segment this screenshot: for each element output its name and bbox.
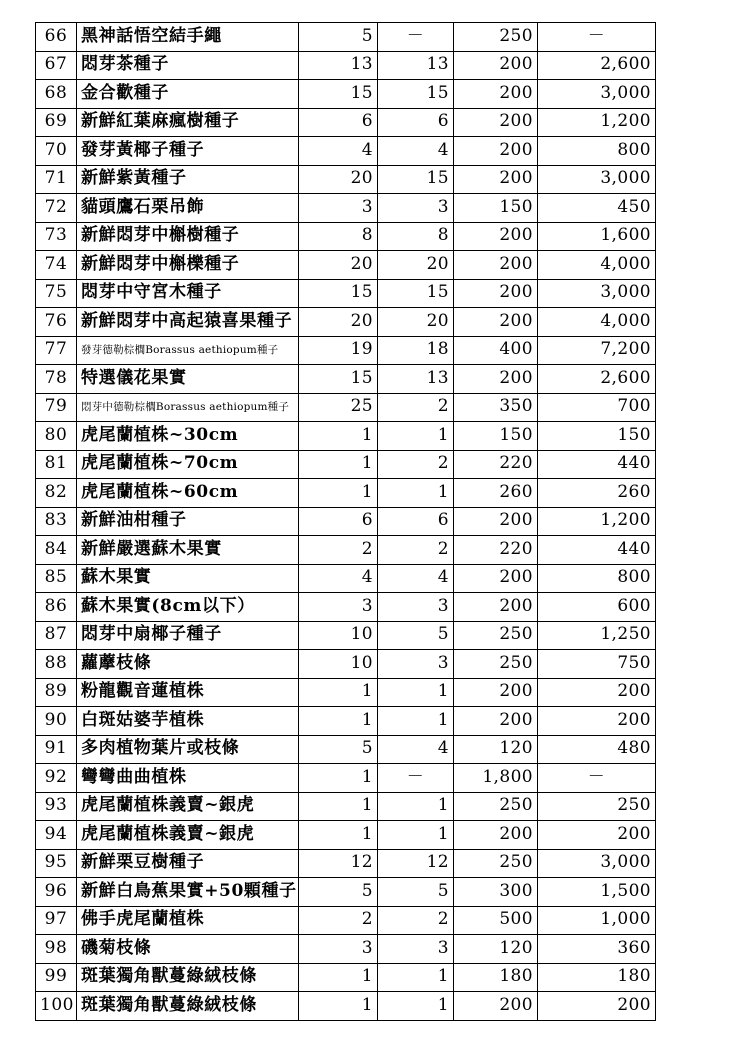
inventory-table bbox=[35, 22, 656, 1021]
cell-item-name: 新鮮悶芽中高起猿喜果種子 bbox=[77, 308, 299, 337]
cell-quantity: 6 bbox=[299, 507, 378, 536]
cell-sold: 3 bbox=[378, 650, 454, 679]
cell-unit-price: 250 bbox=[454, 650, 538, 679]
cell-quantity: 8 bbox=[299, 222, 378, 251]
table-row bbox=[36, 393, 656, 422]
cell-item-name: 黑神話悟空結手繩 bbox=[77, 23, 299, 52]
cell-quantity: 5 bbox=[299, 878, 378, 907]
table-row bbox=[36, 992, 656, 1021]
cell-index: 73 bbox=[36, 222, 77, 251]
cell-index: 74 bbox=[36, 251, 77, 280]
cell-item-name: 斑葉獨角獸蔓綠絨枝條 bbox=[77, 963, 299, 992]
cell-index: 98 bbox=[36, 935, 77, 964]
cell-unit-price: 220 bbox=[454, 536, 538, 565]
table-row bbox=[36, 707, 656, 736]
cell-total: 150 bbox=[538, 422, 656, 451]
cell-total: 180 bbox=[538, 963, 656, 992]
cell-total: 700 bbox=[538, 393, 656, 422]
cell-total: 200 bbox=[538, 992, 656, 1021]
cell-total: 1,250 bbox=[538, 621, 656, 650]
cell-sold: 3 bbox=[378, 935, 454, 964]
cell-sold: 6 bbox=[378, 507, 454, 536]
cell-index: 71 bbox=[36, 165, 77, 194]
cell-unit-price: 200 bbox=[454, 707, 538, 736]
cell-item-name: 新鮮嚴選蘇木果實 bbox=[77, 536, 299, 565]
cell-unit-price: 200 bbox=[454, 365, 538, 394]
cell-sold: 15 bbox=[378, 165, 454, 194]
table-row bbox=[36, 336, 656, 365]
cell-unit-price: 250 bbox=[454, 23, 538, 52]
table-row bbox=[36, 222, 656, 251]
cell-item-name: 斑葉獨角獸蔓綠絨枝條 bbox=[77, 992, 299, 1021]
cell-unit-price: 200 bbox=[454, 108, 538, 137]
cell-index: 86 bbox=[36, 593, 77, 622]
cell-sold: 12 bbox=[378, 849, 454, 878]
cell-item-name: 蘿藦枝條 bbox=[77, 650, 299, 679]
cell-total: 4,000 bbox=[538, 308, 656, 337]
table-row bbox=[36, 650, 656, 679]
cell-total: 1,200 bbox=[538, 507, 656, 536]
cell-item-name: 悶芽茶種子 bbox=[77, 51, 299, 80]
cell-quantity: 15 bbox=[299, 365, 378, 394]
cell-sold: 4 bbox=[378, 735, 454, 764]
cell-quantity: 15 bbox=[299, 279, 378, 308]
cell-item-name: 新鮮白鳥蕉果實+50顆種子 bbox=[77, 878, 299, 907]
cell-index: 95 bbox=[36, 849, 77, 878]
cell-unit-price: 350 bbox=[454, 393, 538, 422]
cell-quantity: 19 bbox=[299, 336, 378, 365]
cell-total: 200 bbox=[538, 707, 656, 736]
cell-unit-price: 120 bbox=[454, 735, 538, 764]
cell-quantity: 20 bbox=[299, 165, 378, 194]
table-row bbox=[36, 593, 656, 622]
table-row bbox=[36, 51, 656, 80]
cell-unit-price: 200 bbox=[454, 251, 538, 280]
cell-quantity: 25 bbox=[299, 393, 378, 422]
cell-total: 250 bbox=[538, 792, 656, 821]
cell-total: 750 bbox=[538, 650, 656, 679]
cell-unit-price: 200 bbox=[454, 507, 538, 536]
cell-quantity: 10 bbox=[299, 621, 378, 650]
table-row bbox=[36, 279, 656, 308]
cell-unit-price: 300 bbox=[454, 878, 538, 907]
cell-quantity: 3 bbox=[299, 593, 378, 622]
cell-unit-price: 400 bbox=[454, 336, 538, 365]
table-row bbox=[36, 963, 656, 992]
table-row bbox=[36, 536, 656, 565]
cell-index: 88 bbox=[36, 650, 77, 679]
cell-sold: 8 bbox=[378, 222, 454, 251]
cell-unit-price: 200 bbox=[454, 222, 538, 251]
cell-total: 2,600 bbox=[538, 51, 656, 80]
cell-item-name: 新鮮悶芽中槲樹種子 bbox=[77, 222, 299, 251]
table-row bbox=[36, 194, 656, 223]
cell-quantity: 13 bbox=[299, 51, 378, 80]
cell-total: 1,500 bbox=[538, 878, 656, 907]
cell-item-name: 新鮮紅葉麻瘋樹種子 bbox=[77, 108, 299, 137]
cell-index: 93 bbox=[36, 792, 77, 821]
table-row bbox=[36, 365, 656, 394]
cell-index: 76 bbox=[36, 308, 77, 337]
cell-index: 82 bbox=[36, 479, 77, 508]
cell-unit-price: 200 bbox=[454, 992, 538, 1021]
cell-total: － bbox=[538, 764, 656, 793]
cell-sold: 1 bbox=[378, 479, 454, 508]
cell-sold: 2 bbox=[378, 906, 454, 935]
cell-item-name: 虎尾蘭植株~30cm bbox=[77, 422, 299, 451]
cell-unit-price: 200 bbox=[454, 279, 538, 308]
cell-index: 69 bbox=[36, 108, 77, 137]
cell-quantity: 6 bbox=[299, 108, 378, 137]
cell-index: 99 bbox=[36, 963, 77, 992]
cell-quantity: 20 bbox=[299, 251, 378, 280]
cell-total: 440 bbox=[538, 450, 656, 479]
cell-item-name: 新鮮紫黃種子 bbox=[77, 165, 299, 194]
cell-total: 440 bbox=[538, 536, 656, 565]
cell-quantity: 4 bbox=[299, 137, 378, 166]
cell-sold: 20 bbox=[378, 251, 454, 280]
cell-unit-price: 260 bbox=[454, 479, 538, 508]
cell-total: 480 bbox=[538, 735, 656, 764]
cell-total: 7,200 bbox=[538, 336, 656, 365]
cell-item-name: 悶芽中德勒棕櫚Borassus aethiopum種子 bbox=[77, 393, 299, 422]
cell-total: 3,000 bbox=[538, 279, 656, 308]
table-row bbox=[36, 792, 656, 821]
cell-sold: 4 bbox=[378, 137, 454, 166]
cell-quantity: 12 bbox=[299, 849, 378, 878]
cell-quantity: 1 bbox=[299, 707, 378, 736]
cell-unit-price: 200 bbox=[454, 165, 538, 194]
cell-quantity: 1 bbox=[299, 963, 378, 992]
cell-index: 97 bbox=[36, 906, 77, 935]
cell-sold: － bbox=[378, 764, 454, 793]
cell-sold: 1 bbox=[378, 707, 454, 736]
cell-item-name: 新鮮悶芽中槲櫟種子 bbox=[77, 251, 299, 280]
cell-total: 1,200 bbox=[538, 108, 656, 137]
cell-quantity: 5 bbox=[299, 23, 378, 52]
cell-index: 77 bbox=[36, 336, 77, 365]
cell-item-name: 蘇木果實 bbox=[77, 564, 299, 593]
table-row bbox=[36, 821, 656, 850]
table-row bbox=[36, 108, 656, 137]
cell-item-name: 新鮮栗豆樹種子 bbox=[77, 849, 299, 878]
cell-item-name: 悶芽中扇椰子種子 bbox=[77, 621, 299, 650]
table-row bbox=[36, 507, 656, 536]
cell-total: 200 bbox=[538, 678, 656, 707]
cell-item-name: 虎尾蘭植株義賣~銀虎 bbox=[77, 792, 299, 821]
cell-quantity: 1 bbox=[299, 450, 378, 479]
cell-index: 94 bbox=[36, 821, 77, 850]
cell-index: 81 bbox=[36, 450, 77, 479]
cell-index: 87 bbox=[36, 621, 77, 650]
table-row bbox=[36, 564, 656, 593]
cell-total: 800 bbox=[538, 564, 656, 593]
table-row bbox=[36, 80, 656, 109]
cell-sold: 13 bbox=[378, 51, 454, 80]
cell-index: 72 bbox=[36, 194, 77, 223]
cell-item-name: 彎彎曲曲植株 bbox=[77, 764, 299, 793]
table-row bbox=[36, 450, 656, 479]
table-row bbox=[36, 422, 656, 451]
cell-unit-price: 200 bbox=[454, 564, 538, 593]
table-row bbox=[36, 165, 656, 194]
cell-sold: 6 bbox=[378, 108, 454, 137]
cell-index: 70 bbox=[36, 137, 77, 166]
cell-quantity: 10 bbox=[299, 650, 378, 679]
cell-index: 89 bbox=[36, 678, 77, 707]
cell-unit-price: 180 bbox=[454, 963, 538, 992]
cell-sold: 2 bbox=[378, 536, 454, 565]
table-row bbox=[36, 878, 656, 907]
cell-item-name: 白斑姑婆芋植株 bbox=[77, 707, 299, 736]
table-row bbox=[36, 621, 656, 650]
cell-unit-price: 200 bbox=[454, 821, 538, 850]
cell-sold: 1 bbox=[378, 963, 454, 992]
cell-sold: 20 bbox=[378, 308, 454, 337]
cell-index: 85 bbox=[36, 564, 77, 593]
cell-item-name: 特選儀花果實 bbox=[77, 365, 299, 394]
cell-unit-price: 200 bbox=[454, 137, 538, 166]
cell-index: 92 bbox=[36, 764, 77, 793]
cell-item-name: 金合歡種子 bbox=[77, 80, 299, 109]
cell-sold: 1 bbox=[378, 992, 454, 1021]
cell-sold: 5 bbox=[378, 621, 454, 650]
cell-sold: 15 bbox=[378, 80, 454, 109]
cell-total: 450 bbox=[538, 194, 656, 223]
cell-index: 96 bbox=[36, 878, 77, 907]
cell-unit-price: 200 bbox=[454, 678, 538, 707]
cell-total: 4,000 bbox=[538, 251, 656, 280]
cell-quantity: 1 bbox=[299, 422, 378, 451]
table-row bbox=[36, 849, 656, 878]
cell-quantity: 1 bbox=[299, 792, 378, 821]
table-row bbox=[36, 764, 656, 793]
cell-sold: 2 bbox=[378, 450, 454, 479]
cell-quantity: 15 bbox=[299, 80, 378, 109]
cell-item-name: 虎尾蘭植株~60cm bbox=[77, 479, 299, 508]
cell-index: 67 bbox=[36, 51, 77, 80]
cell-item-name: 悶芽中守宮木種子 bbox=[77, 279, 299, 308]
cell-item-name: 虎尾蘭植株~70cm bbox=[77, 450, 299, 479]
cell-sold: 18 bbox=[378, 336, 454, 365]
cell-item-name: 發芽德勒棕櫚Borassus aethiopum種子 bbox=[77, 336, 299, 365]
cell-quantity: 1 bbox=[299, 678, 378, 707]
cell-index: 66 bbox=[36, 23, 77, 52]
cell-sold: 5 bbox=[378, 878, 454, 907]
cell-total: 600 bbox=[538, 593, 656, 622]
cell-item-name: 新鮮油柑種子 bbox=[77, 507, 299, 536]
cell-total: 3,000 bbox=[538, 165, 656, 194]
cell-quantity: 1 bbox=[299, 821, 378, 850]
cell-item-name: 虎尾蘭植株義賣~銀虎 bbox=[77, 821, 299, 850]
cell-index: 90 bbox=[36, 707, 77, 736]
cell-index: 91 bbox=[36, 735, 77, 764]
cell-sold: 13 bbox=[378, 365, 454, 394]
cell-sold: 15 bbox=[378, 279, 454, 308]
cell-unit-price: 500 bbox=[454, 906, 538, 935]
cell-sold: 4 bbox=[378, 564, 454, 593]
cell-quantity: 1 bbox=[299, 992, 378, 1021]
table-row bbox=[36, 23, 656, 52]
cell-unit-price: 200 bbox=[454, 51, 538, 80]
cell-unit-price: 1,800 bbox=[454, 764, 538, 793]
cell-item-name: 粉龍觀音蓮植株 bbox=[77, 678, 299, 707]
cell-sold: － bbox=[378, 23, 454, 52]
cell-unit-price: 200 bbox=[454, 593, 538, 622]
cell-quantity: 2 bbox=[299, 536, 378, 565]
cell-total: 360 bbox=[538, 935, 656, 964]
cell-unit-price: 250 bbox=[454, 792, 538, 821]
cell-quantity: 20 bbox=[299, 308, 378, 337]
cell-sold: 1 bbox=[378, 678, 454, 707]
cell-total: 2,600 bbox=[538, 365, 656, 394]
table-row bbox=[36, 735, 656, 764]
cell-index: 84 bbox=[36, 536, 77, 565]
cell-unit-price: 250 bbox=[454, 849, 538, 878]
cell-quantity: 4 bbox=[299, 564, 378, 593]
cell-item-name: 蘇木果實(8cm以下） bbox=[77, 593, 299, 622]
table-row bbox=[36, 935, 656, 964]
cell-item-name: 佛手虎尾蘭植株 bbox=[77, 906, 299, 935]
cell-sold: 3 bbox=[378, 194, 454, 223]
cell-sold: 1 bbox=[378, 792, 454, 821]
cell-unit-price: 150 bbox=[454, 422, 538, 451]
cell-unit-price: 150 bbox=[454, 194, 538, 223]
cell-index: 83 bbox=[36, 507, 77, 536]
cell-sold: 1 bbox=[378, 422, 454, 451]
cell-index: 80 bbox=[36, 422, 77, 451]
cell-quantity: 2 bbox=[299, 906, 378, 935]
cell-total: 200 bbox=[538, 821, 656, 850]
cell-total: 260 bbox=[538, 479, 656, 508]
cell-unit-price: 120 bbox=[454, 935, 538, 964]
cell-total: 800 bbox=[538, 137, 656, 166]
cell-sold: 2 bbox=[378, 393, 454, 422]
cell-total: 3,000 bbox=[538, 849, 656, 878]
cell-sold: 3 bbox=[378, 593, 454, 622]
table-row bbox=[36, 906, 656, 935]
table-row bbox=[36, 678, 656, 707]
cell-total: 1,600 bbox=[538, 222, 656, 251]
cell-unit-price: 250 bbox=[454, 621, 538, 650]
cell-total: 3,000 bbox=[538, 80, 656, 109]
cell-unit-price: 200 bbox=[454, 308, 538, 337]
cell-index: 68 bbox=[36, 80, 77, 109]
cell-quantity: 3 bbox=[299, 194, 378, 223]
cell-index: 78 bbox=[36, 365, 77, 394]
cell-quantity: 1 bbox=[299, 479, 378, 508]
cell-unit-price: 200 bbox=[454, 80, 538, 109]
table-row bbox=[36, 251, 656, 280]
table-row bbox=[36, 479, 656, 508]
cell-quantity: 1 bbox=[299, 764, 378, 793]
cell-sold: 1 bbox=[378, 821, 454, 850]
cell-total: － bbox=[538, 23, 656, 52]
cell-quantity: 5 bbox=[299, 735, 378, 764]
cell-item-name: 多肉植物葉片或枝條 bbox=[77, 735, 299, 764]
cell-quantity: 3 bbox=[299, 935, 378, 964]
cell-item-name: 磯菊枝條 bbox=[77, 935, 299, 964]
cell-unit-price: 220 bbox=[454, 450, 538, 479]
cell-index: 75 bbox=[36, 279, 77, 308]
table-body bbox=[36, 23, 656, 1021]
cell-total: 1,000 bbox=[538, 906, 656, 935]
cell-index: 100 bbox=[36, 992, 77, 1021]
cell-index: 79 bbox=[36, 393, 77, 422]
table-row bbox=[36, 308, 656, 337]
cell-item-name: 發芽黃椰子種子 bbox=[77, 137, 299, 166]
cell-item-name: 貓頭鷹石栗吊飾 bbox=[77, 194, 299, 223]
table-row bbox=[36, 137, 656, 166]
